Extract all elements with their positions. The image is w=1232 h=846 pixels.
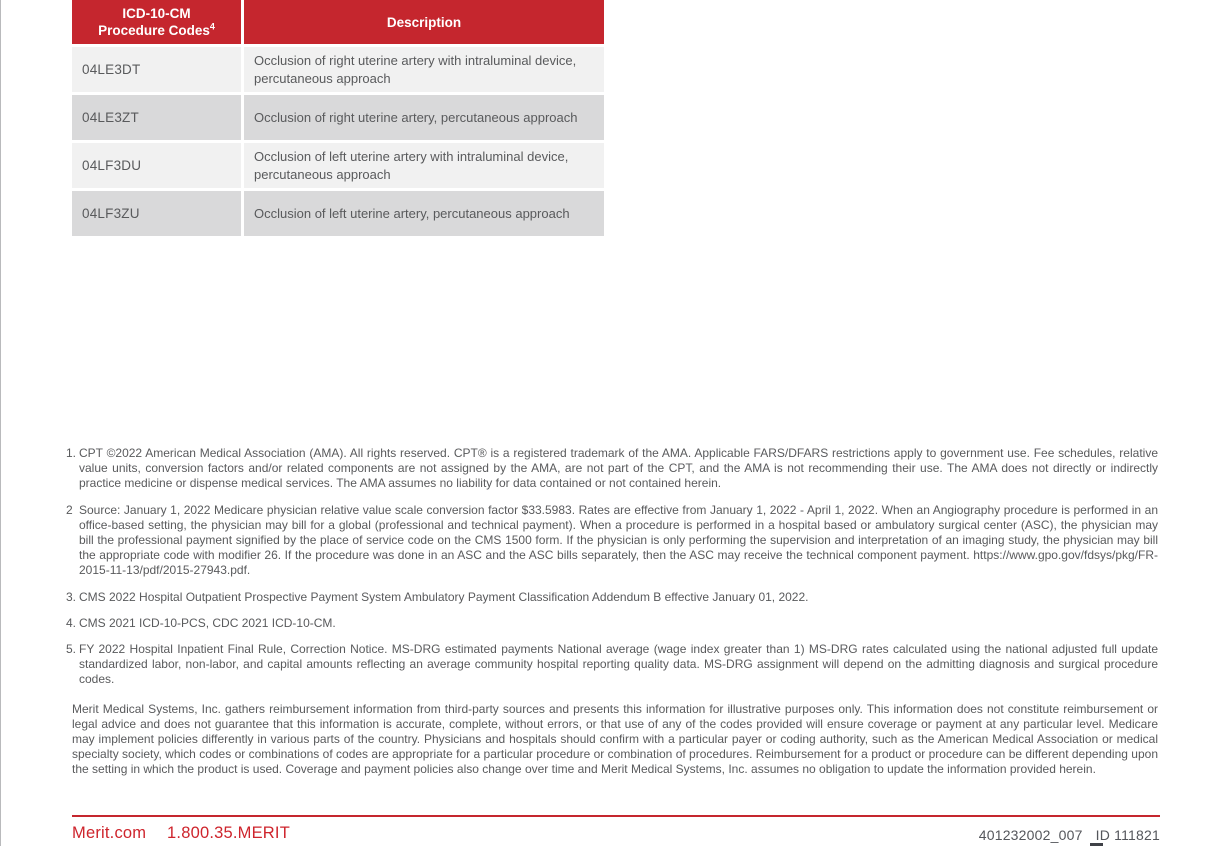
footnote-marker: 1. (66, 446, 77, 460)
table-header-procedure-codes-label: Procedure Codes (98, 23, 210, 38)
table-cell-description: Occlusion of right uterine artery, percutaneous approach (244, 95, 604, 140)
table-cell-code: 04LF3DU (72, 143, 241, 188)
table-header-description: Description (244, 0, 604, 44)
icd10-procedure-codes-table (72, 0, 604, 236)
footer-contact (72, 824, 290, 843)
legal-disclaimer: Merit Medical Systems, Inc. gathers reimbursement information from third-party sources and presents this information for illustrative purposes only. This information does not constitute reimbursement or legal advice and does not guarantee that this information is accurate, complete, without errors, or that use of any of the codes provided will ensure coverage or payment at any particular level. Medicare may implement policies differently in various parts of the country. Physicians and hospitals should confirm with a particular payer or coding authority, such as the American Medical Association or medical specialty society, which codes or combinations of codes are appropriate for a particular procedure or combination of procedures. Reimbursement for a product or procedure can be different depending upon the setting in which the product is used. Coverage and payment policies also change over time and Merit Medical Systems, Inc. assumes no obligation to update the information provided herein. (72, 701, 1158, 777)
document-id: ID 111821 (1095, 827, 1160, 843)
table-header-procedure-codes-line1: ICD-10-CM (122, 6, 191, 21)
table-cell-description: Occlusion of left uterine artery with intraluminal device, percutaneous approach (244, 143, 604, 188)
footnote-3 (66, 590, 1158, 605)
table-cell-description: Occlusion of left uterine artery, percutaneous approach (244, 191, 604, 236)
footnote-text: CMS 2021 ICD-10-PCS, CDC 2021 ICD-10-CM. (79, 615, 336, 630)
footnote-5 (66, 642, 1158, 688)
footnote-marker: 4. (66, 615, 77, 630)
merit-phone-number: 1.800.35.MERIT (167, 824, 290, 842)
table-cell-code: 04LE3DT (72, 47, 241, 92)
footnote-text: CPT ©2022 American Medical Association (AMA). All rights reserved. CPT® is a registered trademark of the AMA. Applicable FARS/DFARS restrictions apply to government use. Fee schedules, relative value units, conversion factors and/or related components are not assigned by the AMA, are not part of the CPT, and the AMA is not recommending their use. The AMA does not directly or indirectly practice medicine or dispense medical services. The AMA assumes no liability for data contained or not contained herein. (79, 446, 1158, 491)
merit-website-link[interactable]: Merit.com (72, 824, 147, 842)
footnote-4 (66, 616, 1158, 631)
page-left-edge-line (0, 0, 1, 846)
footnote-marker: 2 (66, 502, 73, 517)
footnote-text: FY 2022 Hospital Inpatient Final Rule, Correction Notice. MS-DRG estimated payments National average (wage index greater than 1) MS-DRG rates calculated using the national adjusted full update standardized labor, non-labor, and capital amounts reflecting an average community hospital reporting quality data. MS-DRG assignment will depend on the admitting diagnosis and surgical procedure codes. (79, 642, 1158, 687)
table-cell-code: 04LE3ZT (72, 95, 241, 140)
table-header-procedure-codes-line2 (98, 22, 215, 39)
table-cell-code: 04LF3ZU (72, 191, 241, 236)
table-cell-description: Occlusion of right uterine artery with intraluminal device, percutaneous approach (244, 47, 604, 92)
footnote-marker: 5. (66, 642, 77, 657)
footnote-1 (66, 446, 1158, 492)
footnote-text: CMS 2022 Hospital Outpatient Prospective Payment System Ambulatory Payment Classification Addendum B effective January 01, 2022. (79, 589, 809, 604)
footnote-text: Source: January 1, 2022 Medicare physician relative value scale conversion factor $33.5983. Rates are effective from January 1, 2022 - April 1, 2022. When an Angiography procedure is performed in an office-based setting, the physician may bill for a global (professional and technical payment). When a procedure is performed in a hospital based or ambulatory surgical center (ASC), the physician may bill the professional payment signified by the place of service code on the CMS 1500 form. If the physician is only performing the supervision and interpretation of an imaging study, the physician may bill the appropriate code with modifier 26. If the procedure was done in an ASC and the ASC bills separately, then the ASC may receive the technical component payment. https://www.gpo.gov/fdsys/pkg/FR-2015-11-13/pdf/2015-27943.pdf. (79, 502, 1158, 578)
footer-divider-line (72, 815, 1160, 817)
document-number: 401232002_007 (978, 827, 1083, 843)
footnote-2 (66, 503, 1158, 579)
table-header-procedure-codes (72, 0, 241, 44)
footnote-marker: 3. (66, 589, 77, 604)
footer-document-info (979, 827, 1160, 843)
table-header-footnote-ref: 4 (209, 21, 215, 32)
footnotes-section (66, 446, 1158, 778)
